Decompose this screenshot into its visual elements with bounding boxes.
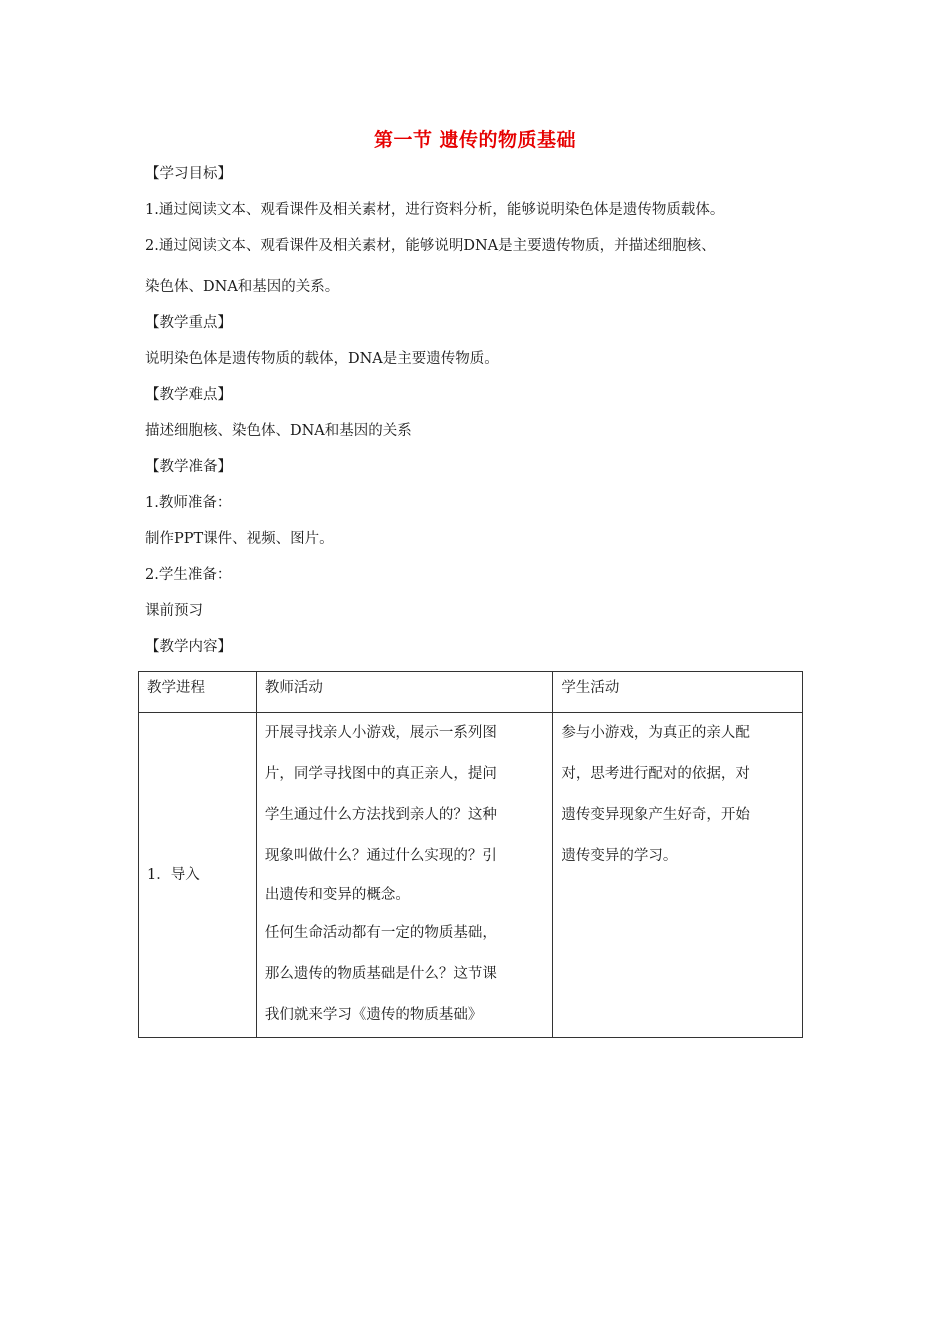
stage-label: 1．导入 (147, 867, 200, 883)
teacher-activity-text (257, 713, 553, 1036)
student-activity-text (553, 713, 802, 877)
objective-2-line1: 2.通过阅读文本、观看课件及相关素材，能够说明DNA是主要遗传物质，并描述细胞核、 (145, 238, 716, 254)
teacher-line: 片，同学寻找图中的真正亲人，提问 (264, 766, 497, 782)
student-prep-label: 2.学生准备： (145, 567, 232, 583)
page-title: 第一节 遗传的物质基础 (373, 129, 577, 151)
lesson-table (138, 671, 803, 1038)
stage-cell (139, 713, 257, 1038)
table-row (139, 713, 803, 1038)
teacher-activity-cell (256, 713, 553, 1038)
header-cell-student (553, 672, 803, 713)
header-teacher-label: 教师活动 (264, 680, 323, 696)
table-header-row (139, 672, 803, 713)
student-line: 遗传变异现象产生好奇，开始 (561, 807, 750, 823)
key-points-text: 说明染色体是遗传物质的载体，DNA是主要遗传物质。 (145, 351, 499, 367)
teacher-prep-text: 制作PPT课件、视频、图片。 (145, 531, 334, 547)
teacher-line: 出遗传和变异的概念。 (264, 887, 410, 903)
header-stage-label: 教学进程 (147, 680, 205, 696)
objectives-heading: 【学习目标】 (145, 166, 232, 182)
student-line: 遗传变异的学习。 (561, 848, 678, 864)
key-points-heading: 【教学重点】 (145, 315, 232, 331)
objective-2-line2: 染色体、DNA和基因的关系。 (145, 279, 340, 295)
content-heading: 【教学内容】 (145, 639, 232, 655)
preparation-heading: 【教学准备】 (145, 459, 232, 475)
teacher-line: 学生通过什么方法找到亲人的？这种 (264, 807, 497, 823)
teacher-line: 任何生命活动都有一定的物质基础， (264, 925, 497, 941)
header-cell-stage (139, 672, 257, 713)
student-activity-cell (553, 713, 803, 1038)
header-cell-teacher (256, 672, 553, 713)
header-student-label: 学生活动 (561, 680, 620, 696)
teacher-prep-label: 1.教师准备： (145, 495, 232, 511)
teacher-line: 那么遗传的物质基础是什么？这节课 (264, 966, 497, 982)
teacher-line: 开展寻找亲人小游戏，展示一系列图 (264, 725, 497, 741)
difficulties-text: 描述细胞核、染色体、DNA和基因的关系 (145, 423, 412, 439)
difficulties-heading: 【教学难点】 (145, 387, 232, 403)
objective-1: 1.通过阅读文本、观看课件及相关素材，进行资料分析，能够说明染色体是遗传物质载体。 (145, 202, 725, 218)
student-prep-text: 课前预习 (145, 603, 203, 619)
student-line: 参与小游戏，为真正的亲人配 (561, 725, 750, 741)
teacher-line: 现象叫做什么？通过什么实现的？引 (264, 848, 497, 864)
student-line: 对，思考进行配对的依据，对 (561, 766, 750, 782)
teacher-line: 我们就来学习《遗传的物质基础》 (264, 1007, 483, 1023)
